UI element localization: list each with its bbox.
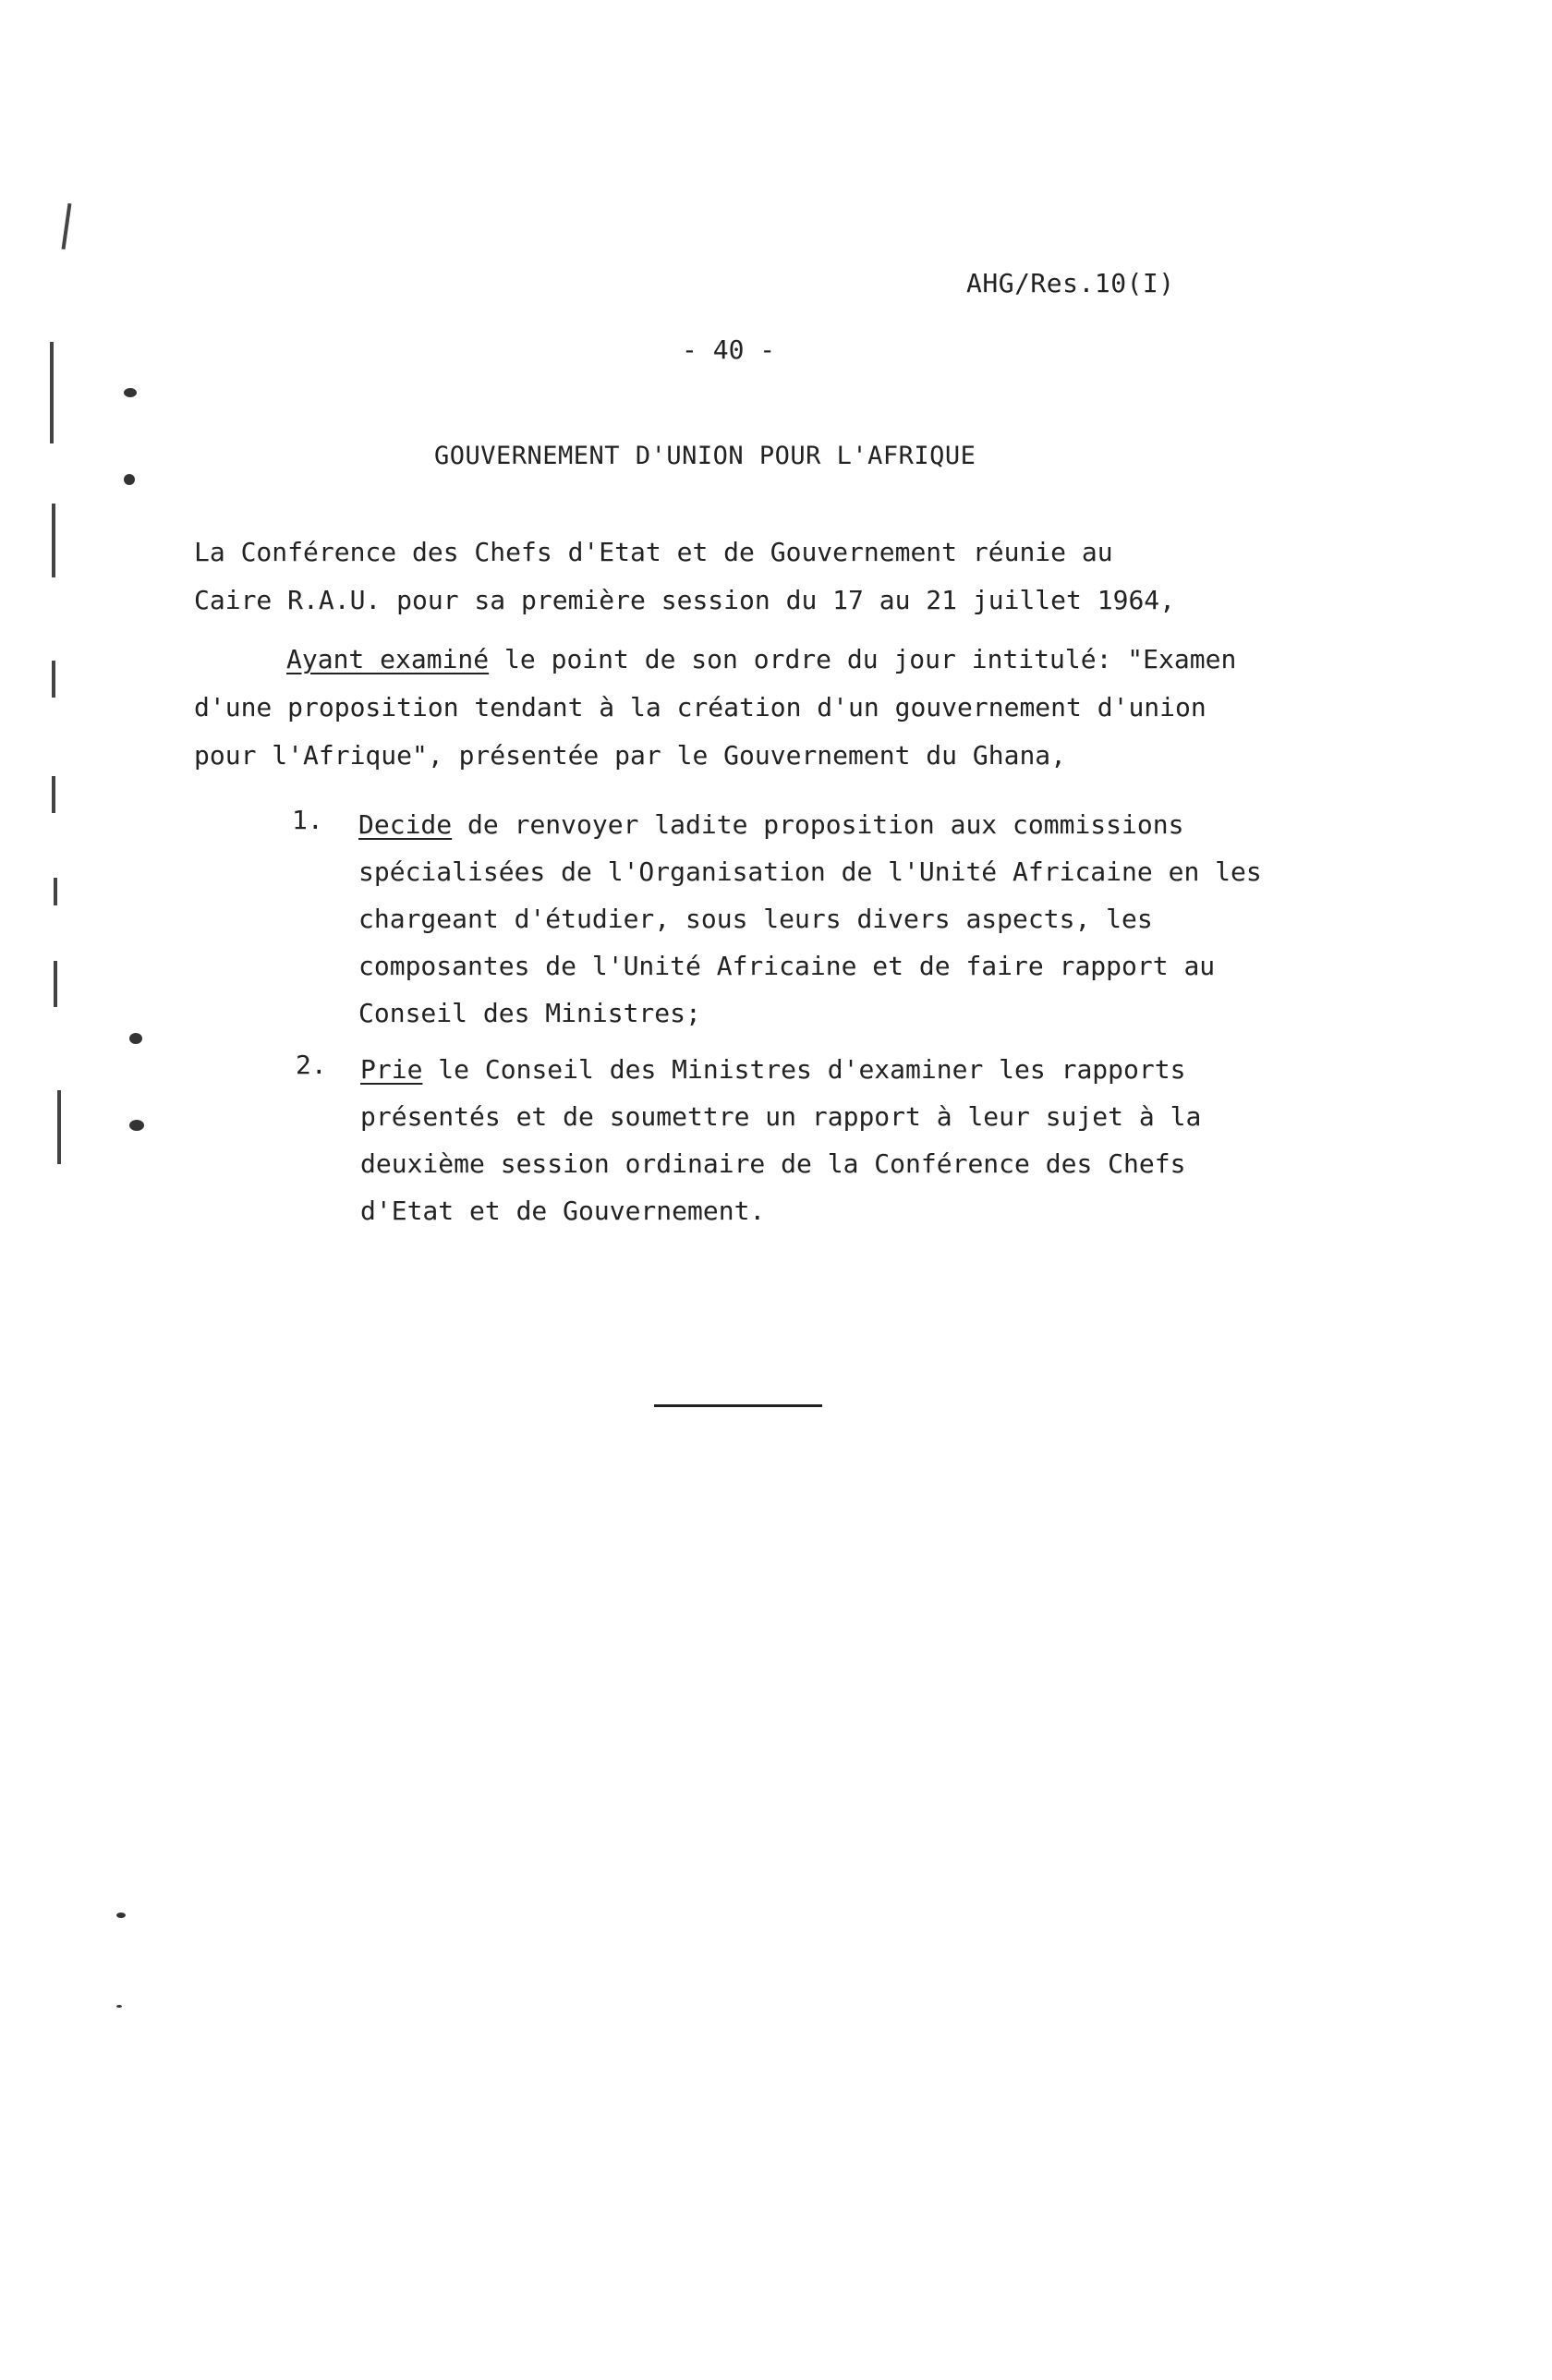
closing-rule xyxy=(654,1404,822,1407)
resolution-reference: AHG/Res.10(I) xyxy=(966,268,1175,298)
hole-punch-mark xyxy=(129,1033,142,1044)
preamble-1-line-2: Caire R.A.U. pour sa première session du 17 au 21 juillet 1964, xyxy=(194,585,1176,615)
item-1-line-4: composantes de l'Unité Africaine et de faire rapport au xyxy=(358,951,1216,981)
preamble-2-line-1: le point de son ordre du jour intitulé: "Examen xyxy=(489,644,1237,674)
item-2-verb: Prie xyxy=(360,1054,423,1085)
item-2-line-3: deuxième session ordinaire de la Conférence des Chefs xyxy=(360,1148,1186,1179)
item-2-text xyxy=(360,1046,1201,1234)
hole-punch-mark xyxy=(124,388,137,397)
item-1-verb: Decide xyxy=(358,809,453,840)
item-1-line-1: de renvoyer ladite proposition aux commissions xyxy=(452,809,1184,840)
item-1-line-3: chargeant d'étudier, sous leurs divers aspects, les xyxy=(358,904,1153,934)
scan-mark xyxy=(62,203,72,249)
scan-mark xyxy=(52,661,55,698)
scan-mark xyxy=(54,878,57,905)
scan-mark xyxy=(52,776,55,813)
scan-mark xyxy=(54,961,57,1007)
scan-mark xyxy=(50,342,54,443)
scan-speck xyxy=(116,2005,122,2008)
preamble-2-line-3: pour l'Afrique", présentée par le Gouvernement du Ghana, xyxy=(194,740,1067,771)
scan-speck xyxy=(116,1912,126,1918)
hole-punch-mark xyxy=(124,474,135,485)
scan-mark xyxy=(52,504,55,577)
hole-punch-mark xyxy=(129,1120,144,1131)
item-1-number: 1. xyxy=(292,805,323,835)
page-number: - 40 - xyxy=(682,334,776,365)
item-1-line-2: spécialisées de l'Organisation de l'Unité Africaine en les xyxy=(358,856,1262,887)
document-title: GOUVERNEMENT D'UNION POUR L'AFRIQUE xyxy=(434,442,976,470)
item-2-line-4: d'Etat et de Gouvernement. xyxy=(360,1196,766,1226)
scan-mark xyxy=(57,1090,61,1164)
item-2-line-2: présentés et de soumettre un rapport à leur sujet à la xyxy=(360,1101,1202,1132)
item-2-number: 2. xyxy=(296,1050,327,1080)
preamble-paragraph-2 xyxy=(194,636,1236,780)
preamble-1-line-1: La Conférence des Chefs d'Etat et de Gouvernement réunie au xyxy=(194,537,1113,567)
preamble-2-lead: Ayant examiné xyxy=(286,644,490,674)
item-1-text xyxy=(358,801,1262,1037)
preamble-paragraph-1 xyxy=(194,528,1175,625)
item-2-line-1: le Conseil des Ministres d'examiner les rapports xyxy=(422,1054,1186,1085)
item-1-line-5: Conseil des Ministres; xyxy=(358,998,701,1028)
preamble-2-line-2: d'une proposition tendant à la création d'un gouvernement d'union xyxy=(194,692,1206,722)
